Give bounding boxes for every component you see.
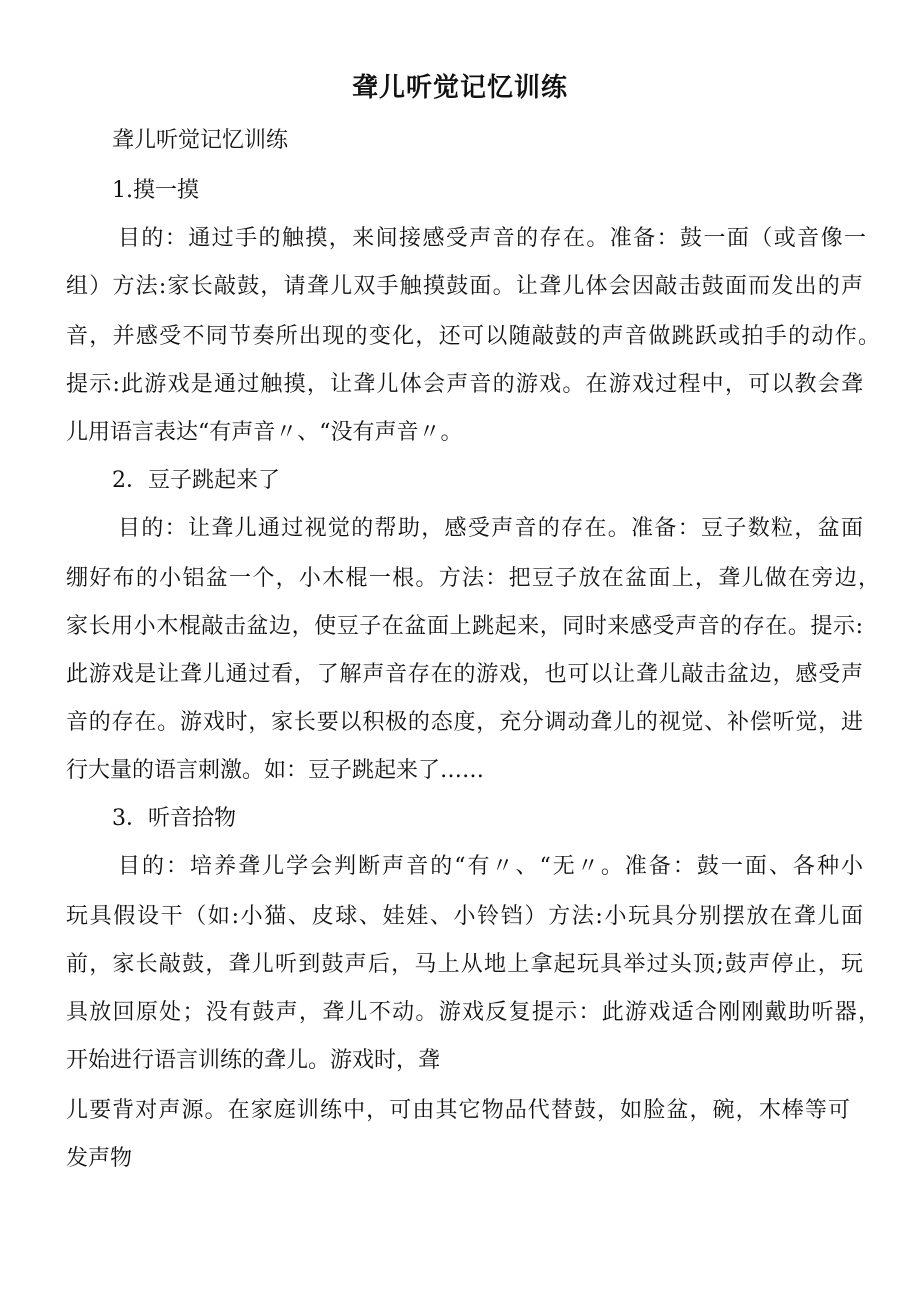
- paragraph-line: 行大量的语言刺激。如：豆子跳起来了……: [66, 758, 485, 783]
- paragraph-line: 绷好布的小铝盆一个，小木棍一根。方法：把豆子放在盆面上，聋儿做在旁边，: [66, 566, 880, 591]
- paragraph-line: 儿要背对声源。在家庭训练中，可由其它物品代替鼓，如脸盆，碗，木棒等可: [66, 1098, 850, 1123]
- paragraph-line: 玩具假设干（如:小猫、皮球、娃娃、小铃铛）方法:小玩具分别摆放在聋儿面: [66, 904, 863, 929]
- paragraph-line: 目的：让聋儿通过视觉的帮助，感受声音的存在。准备：豆子数粒，盆面: [118, 516, 863, 541]
- section-heading: 3．听音拾物: [112, 806, 236, 831]
- paragraph-line: 开始进行语言训练的聋儿。游戏时，聋: [66, 1048, 441, 1073]
- paragraph-line: 音的存在。游戏时，家长要以积极的态度，充分调动聋儿的视觉、补偿听觉，进: [66, 710, 863, 735]
- paragraph-line: 家长用小木棍敲击盆边，使豆子在盆面上跳起来，同时来感受声音的存在。提示:: [66, 614, 863, 639]
- paragraph-line: 此游戏是让聋儿通过看，了解声音存在的游戏，也可以让聋儿敲击盆边，感受声: [66, 662, 863, 687]
- paragraph-line: 具放回原处；没有鼓声，聋儿不动。游戏反复提示：此游戏适合刚刚戴助听器，: [66, 1000, 880, 1025]
- paragraph-line: 提示:此游戏是通过触摸，让聋儿体会声音的游戏。在游戏过程中，可以教会聋: [66, 372, 863, 397]
- paragraph-line: 音，并感受不同节奏所出现的变化，还可以随敲鼓的声音做跳跃或拍手的动作。: [66, 324, 880, 349]
- paragraph-line: 发声物: [66, 1146, 133, 1171]
- document-title: 聋儿听觉记忆训练: [351, 73, 568, 103]
- paragraph-line: 组）方法:家长敲鼓，请聋儿双手触摸鼓面。让聋儿体会因敲击鼓面而发出的声: [66, 274, 863, 299]
- section-heading: 2．豆子跳起来了: [112, 468, 280, 493]
- paragraph-line: 儿用语言表达“有声音〃、“没有声音〃。: [66, 420, 463, 445]
- section-heading: 1.摸一摸: [112, 178, 199, 203]
- paragraph-line: 目的：通过手的触摸，来间接感受声音的存在。准备：鼓一面（或音像一: [118, 226, 866, 251]
- paragraph-line: 目的：培养聋儿学会判断声音的“有〃、“无〃。准备：鼓一面、各种小: [118, 854, 863, 879]
- subtitle-line: 聋儿听觉记忆训练: [112, 128, 289, 153]
- paragraph-line: 前，家长敲鼓，聋儿听到鼓声后，马上从地上拿起玩具举过头顶;鼓声停止，玩: [66, 952, 863, 977]
